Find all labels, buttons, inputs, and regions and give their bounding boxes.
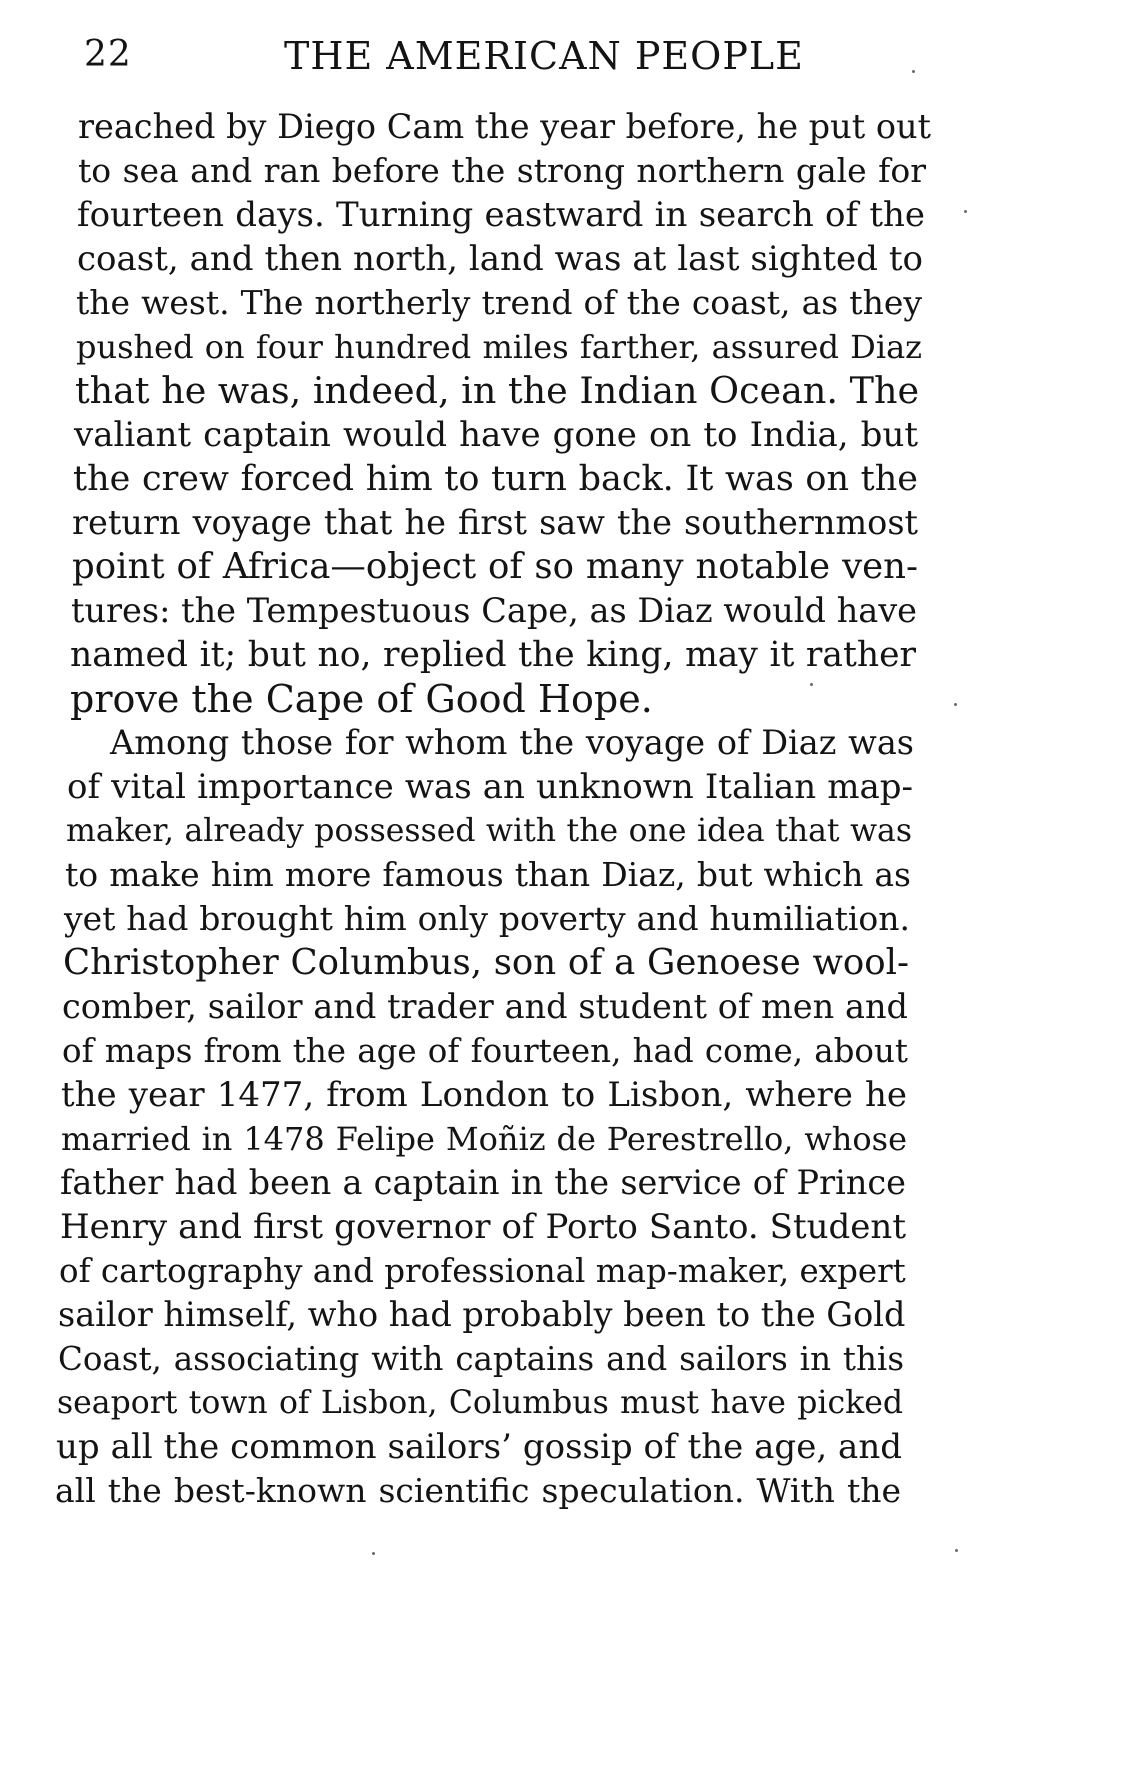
paper-speck: [955, 1549, 958, 1552]
text-line: maker, already possessed with the one idea that was: [66, 813, 912, 849]
paper-speck: [954, 703, 957, 706]
running-head: [84, 28, 864, 88]
text-line: named it; but no, replied the king, may it rather: [70, 635, 916, 675]
paper-speck: [912, 70, 915, 73]
text-line: to sea and ran before the strong northern gale for: [78, 151, 926, 190]
text-line: reached by Diego Cam the year before, he put out: [78, 107, 932, 146]
text-line: prove the Cape of Good Hope.: [70, 677, 653, 721]
paper-speck: [810, 683, 813, 686]
text-line: all the best-known scientific speculation. With the: [55, 1471, 901, 1510]
text-line: up all the common sailors’ gossip of the age, and: [56, 1427, 902, 1467]
text-line: Among those for whom the voyage of Diaz was: [110, 723, 914, 762]
text-line: of vital importance was an unknown Italian map-: [67, 767, 913, 807]
text-line: the year 1477, from London to Lisbon, where he: [61, 1075, 907, 1115]
text-line: yet had brought him only poverty and humiliation.: [64, 899, 910, 938]
text-line: return voyage that he first saw the southernmost: [72, 503, 918, 542]
text-line: fourteen days. Turning eastward in search of the: [77, 195, 925, 235]
text-line: Henry and first governor of Porto Santo. Student: [60, 1207, 906, 1247]
text-line: the crew forced him to turn back. It was on the: [73, 459, 918, 499]
running-title: THE AMERICAN PEOPLE: [284, 34, 804, 78]
text-line: pushed on four hundred miles farther, assured Diaz: [76, 328, 922, 366]
text-line: father had been a captain in the service of Prince: [60, 1163, 906, 1202]
text-line: that he was, indeed, in the Indian Ocean. The: [75, 369, 920, 412]
text-line: point of Africa—object of so many notable ven-: [72, 546, 918, 587]
page-number: 22: [84, 34, 132, 75]
text-line: Christopher Columbus, son of a Genoese wool-: [63, 942, 909, 983]
text-line: the west. The northerly trend of the coast, as they: [76, 283, 922, 322]
text-line: comber, sailor and trader and student of men and: [62, 987, 908, 1026]
text-line: Coast, associating with captains and sailors in this: [58, 1340, 904, 1378]
text-line: seaport town of Lisbon, Columbus must have picked: [57, 1385, 903, 1421]
text-line: sailor himself, who had probably been to the Gold: [58, 1295, 906, 1334]
paper-speck: [372, 1552, 375, 1555]
text-line: tures: the Tempestuous Cape, as Diaz would have: [71, 591, 917, 630]
text-line: to make him more famous than Diaz, but which as: [65, 855, 911, 894]
text-line: of maps from the age of fourteen, had come, about: [62, 1032, 908, 1070]
text-line: valiant captain would have gone on to India, but: [74, 415, 918, 455]
paper-speck: [964, 210, 967, 213]
text-line: of cartography and professional map-maker, expert: [59, 1252, 906, 1290]
text-line: married in 1478 Felipe Moñiz de Perestrello, whose: [61, 1120, 907, 1158]
text-line: coast, and then north, land was at last sighted to: [77, 239, 923, 279]
